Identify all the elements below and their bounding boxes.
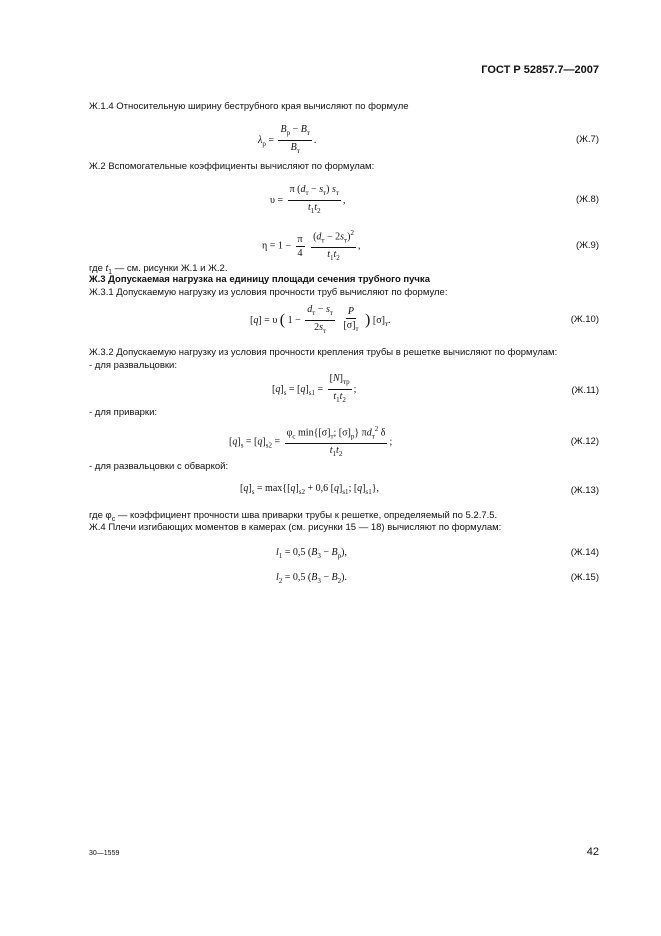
footer-print-code: 30—1559 — [89, 850, 120, 857]
formula-zh-8: υ = $\frac{\pi (d_т - s_т) s_т}{t_1t_2}$ , — [270, 184, 346, 215]
where-prefix: где — [89, 510, 106, 521]
where-clause-2: где $\varphi_с$ — коэффициент прочности шва приварки трубы к решетке, определяемый по 5.2.7.5. — [89, 510, 498, 523]
paragraph-zh-2: Ж.2 Вспомогательные коэффициенты вычисляют по формулам: — [89, 161, 375, 172]
formula-zh-14: $l_1 = 0,5$ $(B_3 - B_р)$, — [276, 547, 347, 560]
equation-number-zh-9: (Ж.9) — [575, 240, 599, 251]
where-clause-1: где $t_1$ — см. рисунки Ж.1 и Ж.2. — [89, 263, 228, 276]
heading-zh-3: Ж.3 Допускаемая нагрузка на единицу площади сечения трубного пучка — [89, 274, 430, 285]
document-standard-header: ГОСТ Р 52857.7—2007 — [481, 64, 599, 76]
equation-number-zh-7: (Ж.7) — [575, 134, 599, 145]
formula-zh-10: [q] = υ ( 1 − $\frac{d_т - s_т}{2s_т}$ $\frac{P}{[\sigma]_т}$ ) $[\sigma]_т$. — [250, 304, 391, 335]
formula-zh-15: $l_2 = 0,5$ $(B_3 - B_2)$. — [276, 572, 347, 585]
dash-item-rolling-weld: - для развальцовки с обваркой: — [89, 461, 229, 472]
formula-zh-12: $[q]_s = [q]_{s2}$ = $\frac{\varphi_с \min\{[\sigma]_т; [\sigma]_р\} \pi d_т^2 \delta}{t_1t_2}$ ; — [229, 425, 393, 459]
paragraph-zh-4: Ж.4 Плечи изгибающих моментов в камерах (см. рисунки 15 — 18) вычисляют по формулам: — [89, 522, 502, 533]
where-text: — коэффициент прочности шва приварки трубы к решетке, определяемый по 5.2.7.5. — [115, 510, 498, 521]
equation-number-zh-8: (Ж.8) — [575, 194, 599, 205]
equation-number-zh-13: (Ж.13) — [570, 485, 599, 496]
equation-number-zh-10: (Ж.10) — [570, 314, 599, 325]
equation-number-zh-15: (Ж.15) — [570, 572, 599, 583]
page-number: 42 — [586, 846, 599, 858]
dash-item-rolling: - для развальцовки: — [89, 360, 177, 371]
paragraph-zh-1-4: Ж.1.4 Относительную ширину беструбного края вычисляют по формуле — [89, 101, 409, 112]
equation-number-zh-14: (Ж.14) — [570, 547, 599, 558]
paragraph-zh-3-1: Ж.3.1 Допускаемую нагрузку из условия прочности труб вычисляют по формуле: — [89, 287, 448, 298]
where-text: — см. рисунки Ж.1 и Ж.2. — [112, 263, 228, 274]
paragraph-zh-3-2: Ж.3.2 Допускаемую нагрузку из условия прочности крепления трубы в решетке вычисляют по формулам: — [89, 347, 558, 358]
equation-number-zh-11: (Ж.11) — [571, 385, 599, 396]
dash-item-welding: - для приварки: — [89, 407, 158, 418]
formula-zh-7: $\lambda_р$ = $\frac{B_р - B_т}{B_т}$ . — [258, 124, 317, 155]
where-prefix: где — [89, 263, 106, 274]
formula-zh-13: $[q]_s = \max\{[q]_{s2} + 0,6$ $[q]_{s1}$; $[q]_{s1}$}, — [240, 483, 380, 496]
formula-zh-9: η = 1 − $\frac{\pi}{4}$ $\frac{(d_т - 2s_т)^2}{t_1t_2}$ , — [262, 229, 361, 263]
formula-zh-11: $[q]_s = [q]_{s1}$ = $\frac{[N]_{тр}}{t_1t_2}$ ; — [272, 373, 357, 404]
equation-number-zh-12: (Ж.12) — [570, 436, 599, 447]
